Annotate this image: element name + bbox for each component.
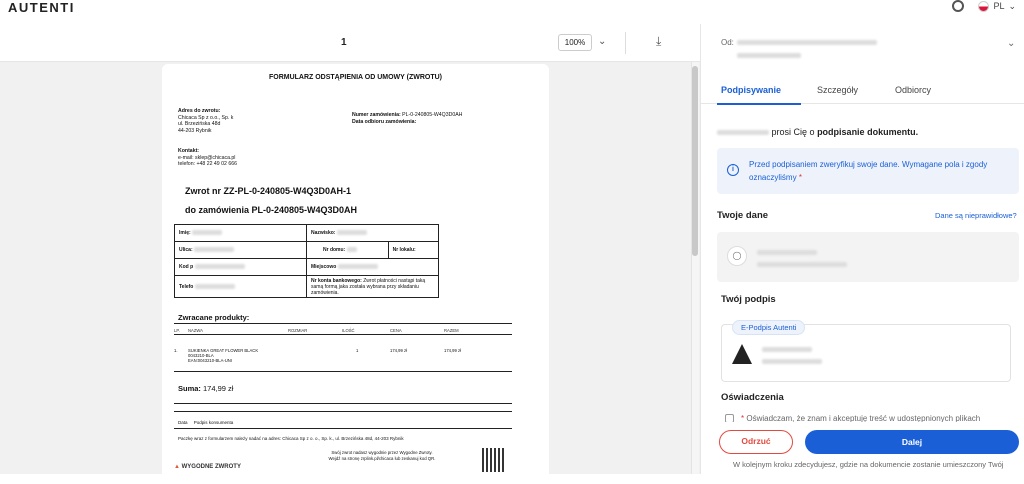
redacted	[194, 247, 234, 252]
field-label: Nr lokalu:	[392, 247, 416, 253]
personal-data-table	[174, 224, 439, 298]
chevron-down-icon: ⌄	[1008, 0, 1016, 11]
document-page	[162, 64, 549, 484]
redacted	[347, 247, 357, 252]
sender-redacted	[717, 130, 769, 135]
info-box	[717, 148, 1019, 194]
from-label: Od:	[721, 38, 734, 47]
info-text	[749, 158, 1011, 184]
product-total: 174,99 zł	[444, 348, 461, 353]
viewer-toolbar	[0, 24, 700, 62]
logo-mark: ▲	[174, 464, 180, 470]
sender-redacted	[737, 40, 877, 45]
col-header: NAZWA	[188, 328, 203, 333]
signature-row	[178, 420, 233, 425]
autenti-a-icon	[732, 344, 752, 364]
contact-phone: telefon: +48 22 49 02 666	[178, 161, 237, 167]
addr-line: ul. Brzezińska 48d	[178, 121, 221, 127]
toolbar-divider	[625, 32, 626, 54]
statement-checkbox[interactable]	[725, 414, 734, 422]
contact-email: e-mail: sklep@chicaca.pl	[178, 154, 236, 161]
document-title: FORMULARZ ODSTĄPIENIA OD UMOWY (ZWROTU)	[268, 74, 443, 81]
request-bold: podpisanie dokumentu.	[817, 127, 919, 137]
sender-redacted	[737, 53, 801, 58]
divider	[174, 403, 512, 404]
redacted	[192, 230, 222, 235]
field-label: Nr domu:	[323, 247, 346, 253]
statement-label: Oświadczam, że znam i akceptuję treść w udostępnionych plikach	[746, 414, 981, 422]
tab-odbiorcy[interactable]: Odbiorcy	[895, 85, 932, 95]
download-icon[interactable]: ⤓	[656, 34, 662, 48]
shipping-note: Paczkę wraz z formularzem należy nadać na adres: Chicaca Sp z o. o., Sp. k., ul. Brzezińska 48d, 44-203 Rybnik	[178, 436, 404, 441]
product-qty: 1	[356, 348, 359, 353]
document-viewer	[0, 62, 700, 474]
redacted	[195, 264, 245, 269]
col-header: ILOŚĆ	[342, 328, 355, 333]
contact-label: Kontakt:	[178, 148, 200, 154]
next-button[interactable]: Dalej	[805, 430, 1019, 454]
user-email-redacted	[757, 262, 847, 267]
field-label: Nr konta bankowego:	[311, 277, 362, 284]
signature-box[interactable]	[721, 324, 1011, 382]
order-label: Numer zamówienia:	[352, 112, 401, 118]
tab-podpisywanie[interactable]: Podpisywanie	[721, 85, 782, 95]
scrollbar-thumb[interactable]	[692, 66, 698, 256]
redacted	[337, 230, 367, 235]
footer-text	[272, 450, 492, 461]
return-address	[178, 108, 233, 134]
chevron-down-icon[interactable]: ⌄	[1007, 38, 1016, 49]
product-name-cell	[188, 348, 258, 363]
divider	[174, 428, 512, 429]
field-label: Telefo	[179, 283, 194, 290]
tab-szczegoly[interactable]: Szczegóły	[817, 85, 859, 95]
your-data-title: Twoje dane	[717, 210, 769, 221]
epodpis-badge: E-Podpis Autenti	[732, 320, 805, 335]
required-mark: *	[798, 173, 802, 182]
signing-panel	[700, 24, 1024, 474]
reject-button[interactable]: Odrzuć	[719, 430, 793, 454]
qr-code	[482, 448, 506, 472]
user-data-box	[717, 232, 1019, 282]
zoom-select[interactable]: 100%	[558, 34, 592, 51]
footer-line: Wejdź na stronę zrplink.pl/chicaca lub zeskanuj kod QR.	[328, 455, 436, 461]
product-price: 174,99 zł	[390, 348, 407, 353]
language-selector[interactable]	[978, 1, 1016, 12]
addr-label: Adres do zwrotu:	[178, 108, 221, 114]
language-label: PL	[993, 1, 1005, 11]
addr-line: Chicaca Sp z o.o., Sp. k	[178, 114, 234, 121]
field-label: Kod p	[179, 264, 194, 270]
help-lifebuoy-icon[interactable]	[952, 0, 964, 12]
redacted	[338, 264, 378, 269]
zoom-chevron-icon[interactable]: ⌄	[598, 36, 607, 47]
col-header: RAZEM	[444, 328, 459, 333]
bottom-note: W kolejnym kroku zdecydujesz, gdzie na dokumencie zostanie umieszczony Twój	[733, 460, 1004, 469]
user-name-redacted	[757, 250, 817, 255]
order-number-title: do zamówienia PL-0-240805-W4Q3D0AH	[185, 205, 358, 215]
signer-redacted	[762, 359, 822, 364]
data-wrong-link[interactable]: Dane są nieprawidłowe?	[935, 211, 1017, 220]
product-ean: EAN:0043210-BLA-UNI	[188, 358, 232, 363]
products-title: Zwracane produkty:	[178, 313, 250, 322]
receipt-label: Data odbioru zamówienia:	[352, 119, 417, 125]
divider	[174, 323, 512, 324]
sum-label: Suma:	[178, 384, 201, 393]
field-label: Imię:	[179, 230, 191, 236]
signer-redacted	[762, 347, 812, 352]
statement-text	[741, 414, 980, 422]
wygodne-zwroty-logo	[174, 464, 241, 470]
col-header: ROZMIAR	[288, 328, 308, 333]
poland-flag-icon	[978, 1, 989, 12]
page-number: 1	[341, 37, 347, 48]
col-header: CENA	[390, 328, 402, 333]
data-label: Data	[178, 420, 188, 425]
product-lp: 1.	[174, 348, 178, 353]
field-note: Zwrot płatności nastąpi taką samą formą jaka została wybrana przy składaniu zamówienia.	[311, 277, 426, 296]
product-name: SUKIENKA GREAT FLOWER BLACK	[188, 348, 259, 353]
field-label: Ulica:	[179, 247, 193, 253]
action-bar	[701, 422, 1024, 474]
redacted	[195, 284, 235, 289]
top-bar	[0, 0, 1024, 24]
divider	[174, 411, 512, 412]
signing-request	[717, 127, 918, 137]
required-mark: *	[741, 414, 745, 422]
contact-info	[178, 148, 237, 168]
statement-row	[721, 414, 1021, 422]
footer-line: Swój zwrot nadasz wygodnie przez Wygodne Zwroty.	[331, 450, 433, 455]
product-code: 0043210-BLA	[188, 353, 214, 358]
divider	[174, 334, 512, 335]
info-message: Przed podpisaniem zweryfikuj swoje dane. Wymagane pola i zgody oznaczyliśmy	[749, 160, 988, 182]
your-signature-title: Twój podpis	[721, 294, 776, 305]
addr-line: 44-203 Rybnik	[178, 127, 212, 134]
field-label: Miejscowo	[311, 264, 337, 270]
info-icon: i	[727, 164, 739, 176]
panel-tabs	[701, 80, 1024, 104]
active-tab-indicator	[717, 103, 801, 105]
top-right-controls	[952, 0, 1016, 12]
logo-text: WYGODNE ZWROTY	[181, 464, 241, 470]
field-label: Nazwisko:	[311, 230, 336, 236]
autenti-logo: AUTENTI	[8, 0, 75, 15]
order-value: PL-0-240805-W4Q3D0AH	[402, 112, 463, 118]
statements-title: Oświadczenia	[721, 392, 784, 403]
return-number-title: Zwrot nr ZZ-PL-0-240805-W4Q3D0AH-1	[185, 186, 352, 196]
col-header: LP.	[174, 328, 180, 333]
sum-row	[178, 384, 233, 393]
sum-value: 174,99 zł	[203, 384, 234, 393]
user-avatar-icon: ◯	[727, 246, 747, 266]
divider	[174, 371, 512, 372]
sign-label: Podpis konsumenta	[193, 420, 234, 425]
order-info	[352, 112, 462, 126]
request-prefix: prosi Cię o	[771, 127, 815, 137]
